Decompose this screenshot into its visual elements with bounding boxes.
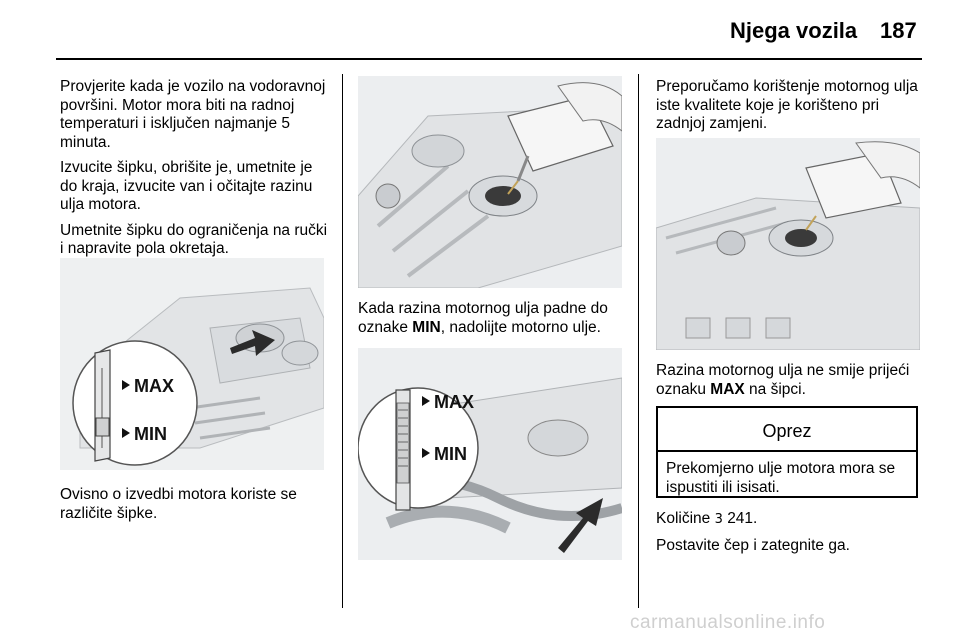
column-divider-2	[638, 74, 639, 608]
column-1	[60, 78, 328, 266]
crossref-icon: 3	[714, 512, 723, 527]
max-mark-label: MAX	[134, 376, 174, 396]
section-title: Njega vozila	[730, 18, 858, 43]
figure-refill-oil-1	[358, 76, 622, 288]
page-number: 187	[880, 18, 917, 43]
refill-oil-illustration-1	[358, 76, 622, 288]
paragraph-refill-min: Kada razina motornog ulja padne do oznake MIN, nadolijte motorno ulje.	[358, 300, 608, 336]
refill-oil-illustration-2	[656, 138, 920, 350]
figure-dipstick-location	[358, 348, 622, 560]
column-2-text	[358, 300, 626, 344]
caution-title: Oprez	[658, 408, 916, 452]
min-mark-label: MIN	[434, 444, 467, 464]
caution-box	[656, 406, 918, 498]
column-divider-1	[342, 74, 343, 608]
min-mark-label: MIN	[134, 424, 167, 444]
watermark: carmanualsonline.info	[630, 612, 826, 633]
paragraph-check-level: Provjerite kada je vozilo na vodoravnoj površini. Motor mora biti na radnoj temperaturi i isključen najmanje 5 minuta.	[60, 78, 326, 151]
min-bold: MIN	[412, 318, 441, 336]
dipstick-engine-illustration	[60, 258, 324, 470]
column-3-mid	[656, 362, 924, 406]
caption-dipstick-variants	[60, 486, 328, 530]
paragraph-quantities: Količine 3 241.	[656, 510, 758, 527]
caption-text: Ovisno o izvedbi motora koriste se različite šipke.	[60, 486, 297, 522]
paragraph-fit-cap: Postavite čep i zategnite ga.	[656, 536, 850, 554]
max-mark-label: MAX	[434, 392, 474, 412]
dipstick-location-illustration	[358, 348, 622, 560]
caution-body: Prekomjerno ulje motora mora se ispustiti ili isisati.	[666, 460, 896, 496]
header-rule	[56, 58, 922, 60]
column-3-bottom	[656, 510, 924, 562]
max-bold: MAX	[710, 380, 745, 398]
paragraph-max-warning: Razina motornog ulja ne smije prijeći oznaku MAX na šipci.	[656, 362, 910, 398]
figure-dipstick-engine	[60, 258, 324, 470]
paragraph-insert-dipstick: Umetnite šipku do ograničenja na ručki i napravite pola okretaja.	[60, 221, 328, 257]
magnifier-circle	[73, 341, 197, 465]
quantities-page-link[interactable]: 241.	[727, 510, 758, 527]
figure-refill-oil-2	[656, 138, 920, 350]
paragraph-oil-quality: Preporučamo korištenje motornog ulja iste kvalitete koje je korišteno pri zadnjoj zamjeni.	[656, 78, 918, 132]
paragraph-pull-dipstick: Izvucite šipku, obrišite je, umetnite je do kraja, izvucite van i očitajte razinu ulja motora.	[60, 159, 313, 213]
column-3-top	[656, 78, 924, 141]
